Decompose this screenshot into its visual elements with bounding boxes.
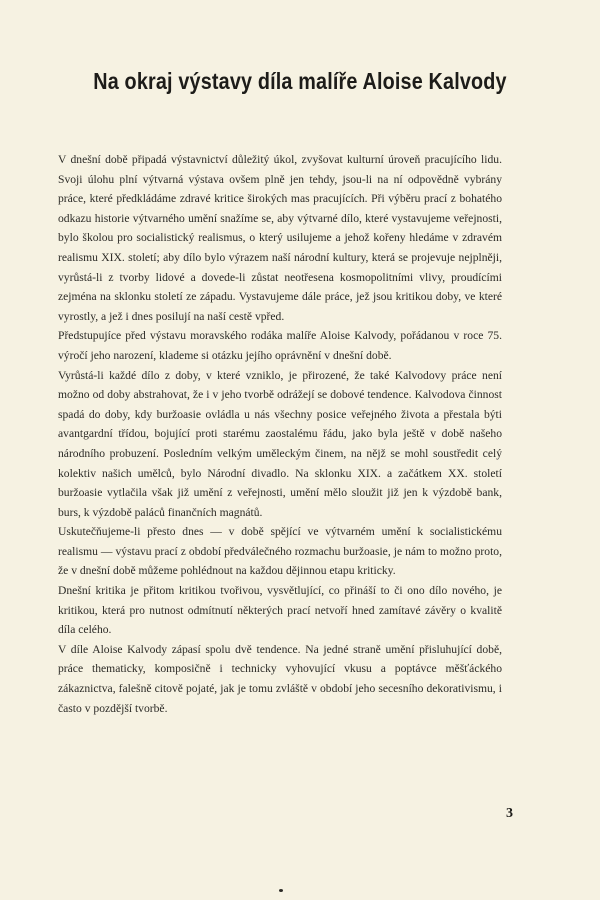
page-number: 3 [506,806,513,821]
paragraph: V díle Aloise Kalvody zápasí spolu dvě tendence. Na jedné straně umění přisluhující době, práce thematicky, komposičně i technicky vyhovující vkusu a poptávce měšťáckého zákaznictva, falešně citově pojaté, jak je tomu zvláště v období jeho secesního dekorativismu, i často v pozdější tvorbě. [58,642,502,715]
paragraph: Vyrůstá-li každé dílo z doby, v které vzniklo, je přirozené, že také Kalvodovy práce není možno od doby abstrahovat, že i v jeho tvorbě odrážejí se dobové tendence. Kalvodova činnost spadá do doby, kdy buržoasie ovládla u nás všechny posice veřejného života a přestala býti avantgardní třídou, bojující proti starému zaostalému řádu, jako byla ještě v době našeho národního probuzení. Posledním velkým uměleckým činem, na nějž se mohl soustředit celý kolektiv našich umělců, bylo Národní divadlo. Na sklonku XIX. a začátkem XX. století buržoasie vytlačila však již umění z veřejnosti, umění mělo sloužit již jen k výzdobě bank, burs, k výzdobě paláců finančních magnátů. [58,368,502,519]
article-title: Na okraj výstavy díla malíře Aloise Kalvody [93,68,507,94]
binding-mark [279,889,283,892]
paragraph: V dnešní době připadá výstavnictví důležitý úkol, zvyšovat kulturní úroveň pracujícího lidu. Svoji úlohu plní výtvarná výstava ovšem plně jen tehdy, jsou-li na ní odpovědně vybrány práce, které předkládáme zdravé kritice širokých mas pracujících. Při výběru prací z bohatého odkazu historie výtvarného umění snažíme se, aby výtvarné dílo, které vystavujeme veřejnosti, bylo školou pro socialistický realismus, o který usilujeme a jehož kořeny hledáme v zdravém realismu XIX. století; aby dílo bylo výrazem naší národní kultury, která se projevuje nejplněji, vyrůstá-li z tvorby lidové a dovede-li zůstat neotřesena kosmopolitními vlivy, proudícími zejména na sklonku století ze západu. Vystavujeme dále práce, jež jsou kritikou doby, ve které vyrostly, a jež i dnes posilují na naší cestě vpřed. [58,153,502,323]
paragraph: Dnešní kritika je přitom kritikou tvořivou, vysvětlující, co přináší to či ono dílo nového, je kritikou, která pro nutnost odmítnutí některých prací netvoří hned zamítavé závěry o kvalitě díla celého. [58,584,502,637]
paragraph: Uskutečňujeme-li přesto dnes — v době spějící ve výtvarném umění k socialistickému realismu — výstavu prací z období předválečného rozmachu buržoasie, je nám to možno proto, že v dnešní době můžeme pohlédnout na každou dějinnou etapu kriticky. [58,525,502,578]
paragraph: Předstupujíce před výstavu moravského rodáka malíře Aloise Kalvody, pořádanou v roce 75. výročí jeho narození, klademe si otázku jejího oprávnění v dnešní době. [58,329,502,362]
article-body [58,150,502,718]
